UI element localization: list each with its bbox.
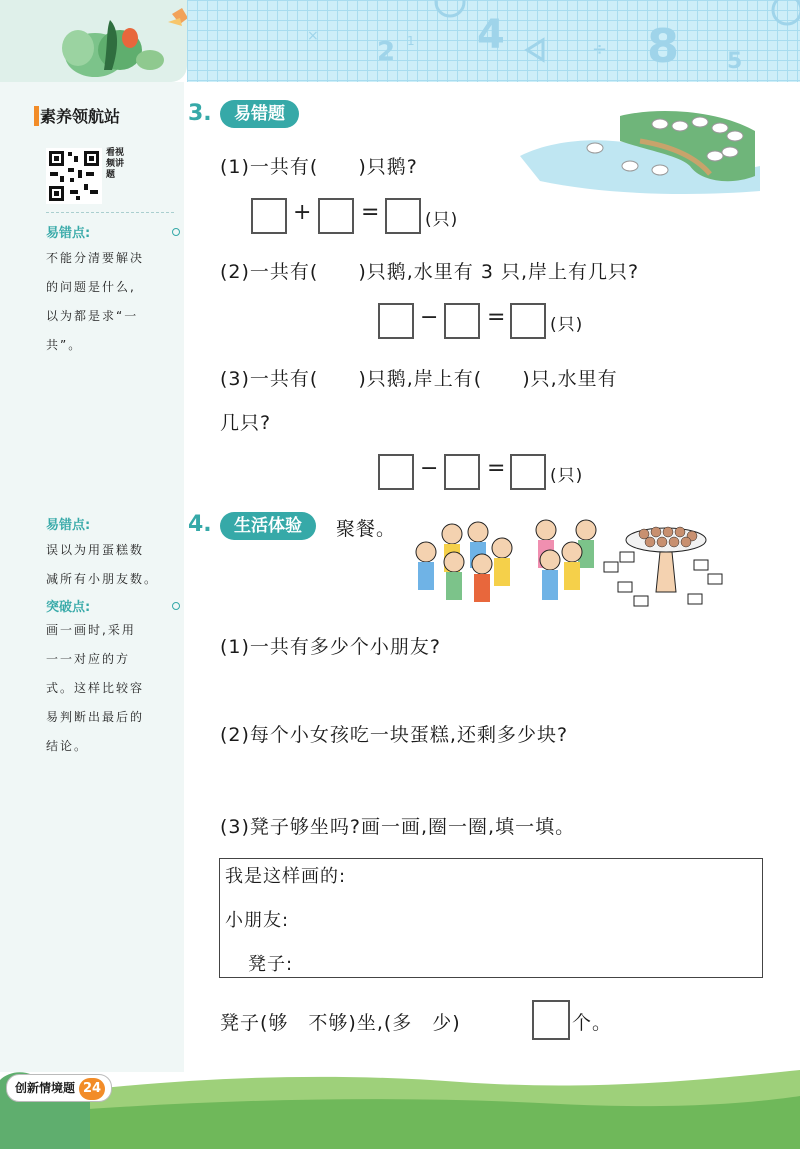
geese-illustration-icon bbox=[520, 96, 760, 196]
q4-title: 聚餐。 bbox=[336, 518, 397, 540]
tip2-text: 误以为用蛋糕数 减所有小朋友数。 bbox=[46, 543, 159, 586]
tip3-text: 画一画时,采用 一一对应的方 式。这样比较容 易判断出最后的 结论。 bbox=[46, 623, 145, 753]
sidebar-title: 素养领航站 bbox=[40, 107, 121, 126]
minus-sign: − bbox=[420, 456, 439, 481]
qr-code-icon[interactable] bbox=[46, 148, 102, 204]
answer-box[interactable] bbox=[378, 454, 414, 490]
footer-grass bbox=[0, 1060, 800, 1149]
svg-text:4: 4 bbox=[477, 12, 505, 58]
page-badge bbox=[6, 1074, 112, 1102]
plant-illustration-icon bbox=[0, 0, 187, 82]
svg-text:5: 5 bbox=[727, 49, 743, 74]
q4-part1: (1)一共有多少个小朋友? bbox=[220, 636, 441, 658]
answer-box[interactable] bbox=[532, 1000, 570, 1040]
plus-sign: + bbox=[293, 200, 312, 225]
drawing-label: 我是这样画的: bbox=[225, 866, 347, 887]
unit-label: (只) bbox=[550, 315, 584, 335]
svg-text:÷: ÷ bbox=[592, 39, 608, 60]
answer-box[interactable] bbox=[318, 198, 354, 234]
sidebar-title-mark bbox=[34, 106, 39, 126]
children-party-illustration-icon bbox=[404, 512, 730, 612]
q4-number: 4. bbox=[188, 512, 212, 537]
tip2-heading: 易错点: bbox=[46, 518, 91, 533]
svg-text:×: × bbox=[307, 28, 319, 44]
bullet-dot-icon bbox=[172, 228, 180, 236]
tip3-heading: 突破点: bbox=[46, 600, 91, 615]
unit-label: (只) bbox=[550, 466, 584, 486]
q3-number: 3. bbox=[188, 101, 212, 126]
q3-part2: (2)一共有( )只鹅,水里有 3 只,岸上有几只? bbox=[220, 261, 640, 283]
equals-sign: = bbox=[361, 200, 380, 225]
equals-sign: = bbox=[487, 305, 506, 330]
equals-sign: = bbox=[487, 456, 506, 481]
number-decoration-icon bbox=[187, 0, 800, 82]
unit-label: (只) bbox=[425, 210, 459, 230]
header-grid bbox=[187, 0, 800, 82]
sidebar-divider bbox=[46, 212, 174, 213]
footer-label: 创新情境题 bbox=[15, 1081, 76, 1095]
answer-box[interactable] bbox=[385, 198, 421, 234]
q4-part3: (3)凳子够坐吗?画一画,圈一圈,填一填。 bbox=[220, 816, 576, 838]
svg-text:2: 2 bbox=[377, 37, 396, 67]
stools-label: 凳子: bbox=[248, 954, 294, 975]
minus-sign: − bbox=[420, 305, 439, 330]
conclusion-unit: 个。 bbox=[572, 1012, 613, 1034]
q4-tag: 生活体验 bbox=[220, 512, 316, 540]
svg-text:1: 1 bbox=[407, 34, 415, 48]
q3-tag: 易错题 bbox=[220, 100, 299, 128]
answer-box[interactable] bbox=[510, 454, 546, 490]
q3-part3-line1: (3)一共有( )只鹅,岸上有( )只,水里有 bbox=[220, 368, 618, 390]
q4-part2: (2)每个小女孩吃一块蛋糕,还剩多少块? bbox=[220, 724, 569, 746]
answer-box[interactable] bbox=[444, 303, 480, 339]
tip1-text: 不能分清要解决 的问题是什么, 以为都是求“一 共”。 bbox=[46, 251, 145, 352]
q3-part1: (1)一共有( )只鹅? bbox=[220, 156, 418, 178]
children-label: 小朋友: bbox=[225, 910, 290, 931]
tip1-heading: 易错点: bbox=[46, 226, 91, 241]
q3-part3-line2: 几只? bbox=[220, 412, 272, 434]
answer-box[interactable] bbox=[444, 454, 480, 490]
page-number: 24 bbox=[79, 1078, 105, 1100]
bullet-dot-icon bbox=[172, 602, 180, 610]
svg-text:8: 8 bbox=[647, 19, 680, 73]
answer-box[interactable] bbox=[510, 303, 546, 339]
answer-box[interactable] bbox=[251, 198, 287, 234]
conclusion-line: 凳子(够 不够)坐,(多 少) bbox=[220, 1012, 461, 1034]
header-decoration bbox=[0, 0, 187, 82]
qr-label: 看视频讲题 bbox=[106, 148, 125, 180]
answer-box[interactable] bbox=[378, 303, 414, 339]
